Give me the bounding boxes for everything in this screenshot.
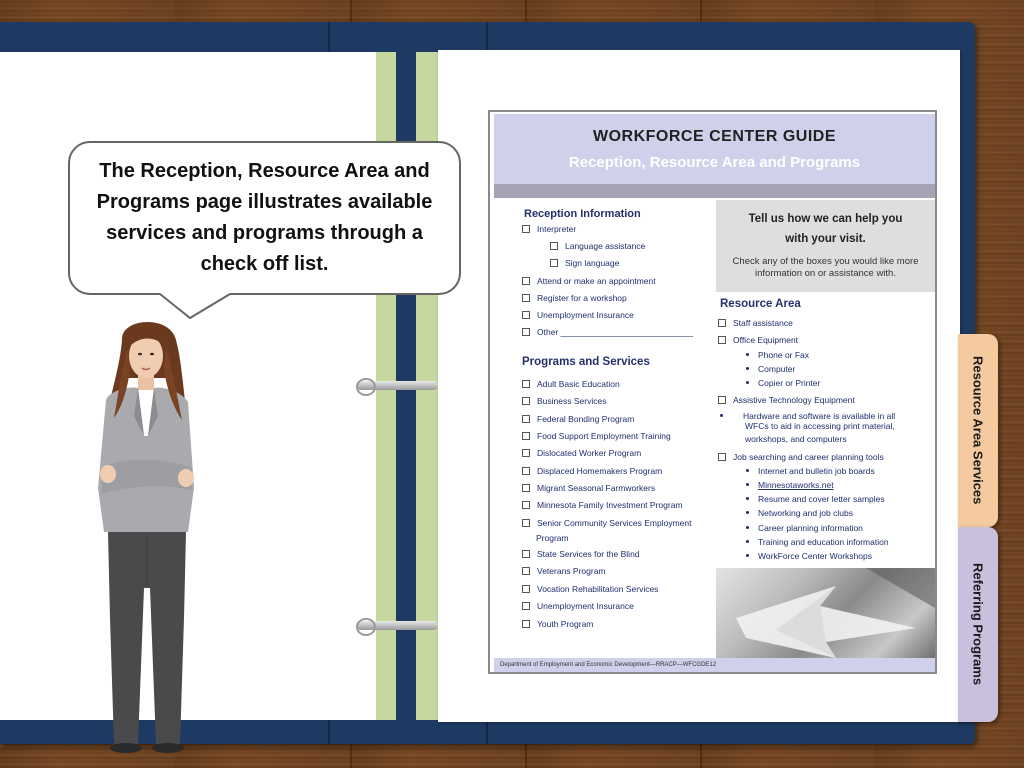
tab-label: Resource Area Services xyxy=(970,356,986,505)
checklist-item[interactable]: Dislocated Worker Program xyxy=(522,448,641,458)
bullet xyxy=(746,367,749,370)
checkbox[interactable] xyxy=(522,225,530,233)
checklist-item[interactable]: Youth Program xyxy=(522,619,593,629)
checklist-item[interactable]: Federal Bonding Program xyxy=(522,414,634,424)
checklist-item[interactable]: Migrant Seasonal Farmworkers xyxy=(522,483,655,493)
checklist-item[interactable]: Office Equipment xyxy=(718,335,798,345)
speech-bubble-text: The Reception, Resource Area and Programs page illustrates available services and programs through a check off list. xyxy=(96,160,433,275)
checklist-item-continued: Program xyxy=(536,533,569,543)
programs-heading: Programs and Services xyxy=(522,356,650,368)
checkbox[interactable] xyxy=(522,620,530,628)
bullet-item: Hardware and software is available in all xyxy=(720,411,895,421)
tab-label: Referring Programs xyxy=(970,563,986,686)
checklist-item[interactable]: Other ____________________________ xyxy=(522,327,693,337)
checklist-item[interactable]: Sign language xyxy=(550,258,619,268)
checkbox[interactable] xyxy=(522,328,530,336)
checkbox[interactable] xyxy=(522,397,530,405)
checkbox[interactable] xyxy=(522,519,530,527)
checkbox[interactable] xyxy=(718,336,726,344)
checkbox[interactable] xyxy=(522,449,530,457)
guide-header xyxy=(494,114,935,184)
checkbox[interactable] xyxy=(522,467,530,475)
checkbox[interactable] xyxy=(522,294,530,302)
bullet xyxy=(746,526,749,529)
guide-subtitle: Reception, Resource Area and Programs xyxy=(568,154,861,171)
bullet-item-continued: workshops, and computers xyxy=(745,434,847,444)
bullet-item: Phone or Fax xyxy=(746,350,809,360)
checkbox[interactable] xyxy=(550,259,558,267)
bullet-item: Copier or Printer xyxy=(746,378,820,388)
checkbox[interactable] xyxy=(522,484,530,492)
bullet-item: Resume and cover letter samples xyxy=(746,494,885,504)
bullet-item xyxy=(746,480,834,490)
checkbox[interactable] xyxy=(522,277,530,285)
checkbox[interactable] xyxy=(718,396,726,404)
checkbox[interactable] xyxy=(522,602,530,610)
bullet-item: Computer xyxy=(746,364,795,374)
checkbox[interactable] xyxy=(522,311,530,319)
workforce-center-guide xyxy=(488,110,937,674)
paper-arrow-image xyxy=(716,568,935,658)
bullet xyxy=(746,554,749,557)
speech-bubble-tail xyxy=(160,293,240,321)
bullet xyxy=(746,511,749,514)
tab-referring-programs[interactable] xyxy=(958,527,998,722)
bullet xyxy=(746,353,749,356)
bullet xyxy=(720,414,723,417)
checklist-item[interactable]: State Services for the Blind xyxy=(522,549,640,559)
help-text: Check any of the boxes you would like more information on or assistance with. xyxy=(732,256,919,279)
checklist-item[interactable]: Vocation Rehabilitation Services xyxy=(522,584,658,594)
checkbox[interactable] xyxy=(522,501,530,509)
guide-divider-bar xyxy=(494,184,935,198)
bullet xyxy=(746,381,749,384)
help-title: Tell us how we can help you with your visit. xyxy=(748,213,903,245)
bullet xyxy=(746,483,749,486)
checklist-item[interactable]: Register for a workshop xyxy=(522,293,627,303)
bullet xyxy=(746,497,749,500)
binder-ring-cap xyxy=(356,378,376,396)
binder-ring-cap xyxy=(356,618,376,636)
checkbox[interactable] xyxy=(550,242,558,250)
bullet xyxy=(746,469,749,472)
minnesotaworks-link[interactable]: Minnesotaworks.net xyxy=(758,480,834,490)
checklist-item[interactable]: Veterans Program xyxy=(522,566,606,576)
guide-title: WORKFORCE CENTER GUIDE xyxy=(593,128,836,145)
checkbox[interactable] xyxy=(522,415,530,423)
bullet-item: Career planning information xyxy=(746,523,863,533)
bullet-item: Networking and job clubs xyxy=(746,508,853,518)
checklist-item[interactable]: Senior Community Services Employment xyxy=(522,518,691,528)
checklist-item[interactable]: Food Support Employment Training xyxy=(522,431,671,441)
bullet-item: Internet and bulletin job boards xyxy=(746,466,875,476)
checkbox[interactable] xyxy=(718,453,726,461)
checkbox[interactable] xyxy=(522,585,530,593)
checkbox[interactable] xyxy=(522,432,530,440)
checkbox[interactable] xyxy=(522,380,530,388)
checkbox[interactable] xyxy=(718,319,726,327)
bullet-item: WorkForce Center Workshops xyxy=(746,551,872,561)
checklist-item[interactable]: Unemployment Insurance xyxy=(522,601,634,611)
checklist-item[interactable]: Staff assistance xyxy=(718,318,793,328)
checklist-item[interactable]: Assistive Technology Equipment xyxy=(718,395,855,405)
checklist-item[interactable]: Adult Basic Education xyxy=(522,379,620,389)
bullet-item-continued: WFCs to aid in accessing print material, xyxy=(745,421,895,431)
checklist-item[interactable]: Minnesota Family Investment Program xyxy=(522,500,683,510)
guide-footer: Department of Employment and Economic Development—RRACP—WFCGDE12 xyxy=(494,658,935,672)
resource-area-heading: Resource Area xyxy=(720,298,801,310)
bullet-item: Training and education information xyxy=(746,537,889,547)
guide-photo-paper-arrow xyxy=(716,568,935,658)
bullet xyxy=(746,540,749,543)
checklist-item[interactable]: Interpreter xyxy=(522,224,576,234)
checkbox[interactable] xyxy=(522,567,530,575)
checklist-item[interactable]: Language assistance xyxy=(550,241,645,251)
checklist-item[interactable]: Job searching and career planning tools xyxy=(718,452,884,462)
checklist-item[interactable]: Unemployment Insurance xyxy=(522,310,634,320)
presenter-woman-illustration xyxy=(84,318,204,754)
reception-heading: Reception Information xyxy=(524,208,641,220)
checkbox[interactable] xyxy=(522,550,530,558)
checklist-item[interactable]: Displaced Homemakers Program xyxy=(522,466,662,476)
checklist-item[interactable]: Business Services xyxy=(522,396,606,406)
speech-bubble xyxy=(68,141,461,295)
tab-resource-area-services[interactable] xyxy=(958,334,998,527)
checklist-item[interactable]: Attend or make an appointment xyxy=(522,276,656,286)
